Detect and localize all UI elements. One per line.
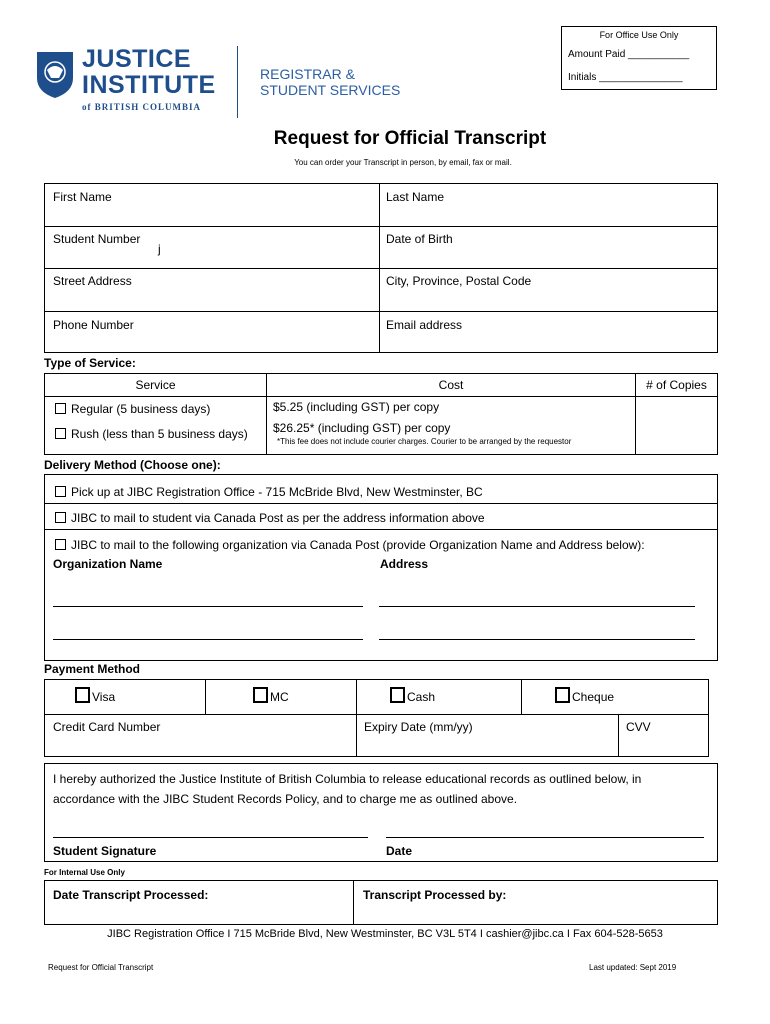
logo-line2: INSTITUTE xyxy=(82,71,216,99)
visa-label: Visa xyxy=(92,690,116,704)
student-number-field[interactable]: Student Number xyxy=(53,232,141,246)
regular-cost: $5.25 (including GST) per copy xyxy=(273,400,440,414)
cash-checkbox[interactable] xyxy=(390,687,405,703)
last-name-field[interactable]: Last Name xyxy=(386,190,445,204)
footer-form-name: Request for Official Transcript xyxy=(48,963,154,972)
cash-option[interactable] xyxy=(390,687,435,704)
logo-line3: of BRITISH COLUMBIA xyxy=(82,102,202,112)
email-field[interactable]: Email address xyxy=(386,318,463,332)
amount-paid-field[interactable]: Amount Paid ___________ xyxy=(568,49,690,60)
mc-checkbox[interactable] xyxy=(253,687,268,703)
payment-section-label: Payment Method xyxy=(44,662,141,676)
regular-checkbox[interactable] xyxy=(55,403,66,414)
address-line-2[interactable] xyxy=(379,639,695,640)
address-label: Address xyxy=(380,557,429,571)
courier-note: *This fee does not include courier charges. Courier to be arranged by the requestor xyxy=(277,437,572,446)
processed-by-field[interactable]: Transcript Processed by: xyxy=(363,888,507,902)
city-field[interactable]: City, Province, Postal Code xyxy=(386,274,532,288)
authorization-text: I hereby authorized the Justice Institute of British Columbia to release educational records as outlined below, in accordance with the JIBC Student Records Policy, and to charge me as outlined above. xyxy=(53,772,642,806)
student-number-value: j xyxy=(158,242,161,256)
first-name-field[interactable]: First Name xyxy=(53,190,112,204)
footer-updated: Last updated: Sept 2019 xyxy=(589,963,677,972)
mail-org-label: JIBC to mail to the following organization via Canada Post (provide Organization Name and Address below): xyxy=(71,538,645,552)
expiry-field[interactable]: Expiry Date (mm/yy) xyxy=(364,720,473,734)
org-name-line-1[interactable] xyxy=(53,606,363,607)
service-section-label: Type of Service: xyxy=(44,356,136,370)
authorization-box xyxy=(44,763,718,862)
office-use-box xyxy=(561,26,717,90)
initials-field[interactable]: Initials _______________ xyxy=(568,72,683,83)
page-title: Request for Official Transcript xyxy=(273,128,547,149)
service-table xyxy=(44,373,718,455)
jibc-logo xyxy=(34,46,234,120)
delivery-option-mail-org[interactable] xyxy=(55,538,645,552)
page-subtitle: You can order your Transcript in person, by email, fax or mail. xyxy=(294,158,512,167)
cvv-field[interactable]: CVV xyxy=(626,720,651,734)
footer-contact: JIBC Registration Office I 715 McBride Blvd, New Westminster, BC V3L 5T4 I cashier@jibc.ca I Fax 604-528-5653 xyxy=(107,928,663,940)
pickup-label: Pick up at JIBC Registration Office - 715 McBride Blvd, New Westminster, BC xyxy=(71,485,483,499)
internal-use-box xyxy=(44,880,718,925)
delivery-option-mail-student[interactable] xyxy=(55,511,485,525)
personal-info-grid xyxy=(44,183,718,353)
rush-label: Rush (less than 5 business days) xyxy=(71,427,248,441)
rush-option[interactable] xyxy=(55,427,248,441)
copies-col-header: # of Copies xyxy=(646,378,707,392)
header-divider xyxy=(237,46,238,118)
org-name-line-2[interactable] xyxy=(53,639,363,640)
delivery-option-pickup[interactable] xyxy=(55,485,483,499)
cost-col-header: Cost xyxy=(438,378,464,392)
cash-label: Cash xyxy=(407,690,436,704)
org-name-label: Organization Name xyxy=(53,557,163,571)
date-processed-field[interactable]: Date Transcript Processed: xyxy=(53,888,209,902)
cheque-label: Cheque xyxy=(572,690,615,704)
card-number-field[interactable]: Credit Card Number xyxy=(53,720,161,734)
mail-org-checkbox[interactable] xyxy=(55,539,66,550)
address-line-1[interactable] xyxy=(379,606,695,607)
dept-line2: STUDENT SERVICES xyxy=(260,82,401,98)
dob-field[interactable]: Date of Birth xyxy=(386,232,453,246)
date-line[interactable] xyxy=(386,837,704,838)
office-use-title: For Office Use Only xyxy=(599,30,679,40)
mail-student-checkbox[interactable] xyxy=(55,512,66,523)
internal-use-label: For Internal Use Only xyxy=(44,868,125,877)
payment-table xyxy=(44,679,709,757)
date-label: Date xyxy=(386,844,413,858)
mail-student-label: JIBC to mail to student via Canada Post as per the address information above xyxy=(71,511,485,525)
cheque-option[interactable] xyxy=(555,687,614,704)
logo-line1: JUSTICE xyxy=(82,45,192,73)
cheque-checkbox[interactable] xyxy=(555,687,570,703)
visa-checkbox[interactable] xyxy=(75,687,90,703)
street-field[interactable]: Street Address xyxy=(53,274,132,288)
rush-cost: $26.25* (including GST) per copy xyxy=(273,421,451,435)
mc-label: MC xyxy=(270,690,289,704)
rush-checkbox[interactable] xyxy=(55,428,66,439)
dept-line1: REGISTRAR & xyxy=(260,66,355,82)
regular-option[interactable] xyxy=(55,402,210,416)
signature-line[interactable] xyxy=(53,837,368,838)
regular-label: Regular (5 business days) xyxy=(71,402,211,416)
signature-label: Student Signature xyxy=(53,844,157,858)
pickup-checkbox[interactable] xyxy=(55,486,66,497)
service-col-header: Service xyxy=(135,378,176,392)
crest-icon xyxy=(34,48,76,100)
mc-option[interactable] xyxy=(253,687,289,704)
delivery-box xyxy=(44,474,718,661)
visa-option[interactable] xyxy=(75,687,115,704)
delivery-section-label: Delivery Method (Choose one): xyxy=(44,458,221,472)
phone-field[interactable]: Phone Number xyxy=(53,318,134,332)
